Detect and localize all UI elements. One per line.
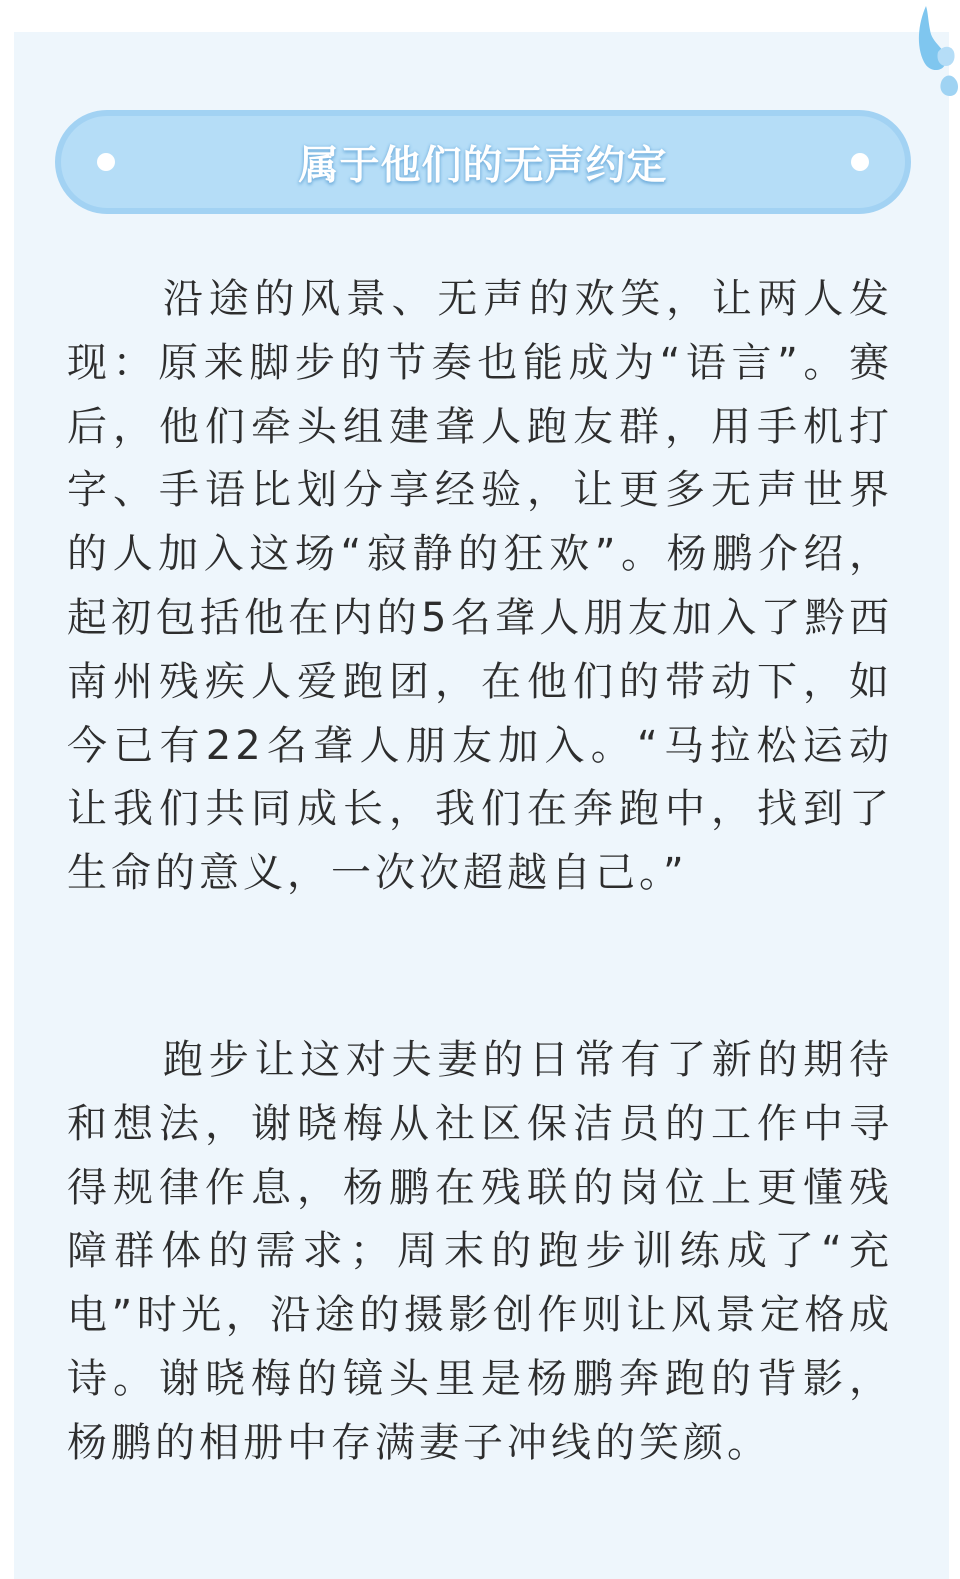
section-title: 属于他们的无声约定 (298, 142, 668, 189)
article-paragraph-2: 跑步让这对夫妻的日常有了新的期待和想法，谢晓梅从社区保洁员的工作中寻得规律作息，杨鹏在残联的岗位上更懂残障群体的需求；周末的跑步训练成了“充电”时光，沿途的摄影创作则让风景定格成诗。谢晓梅的镜头里是杨鹏奔跑的背影，杨鹏的相册中存满妻子冲线的笑颜。 (67, 1037, 893, 1466)
dot-icon (851, 153, 869, 171)
article-paragraph-1: 沿途的风景、无声的欢笑，让两人发现：原来脚步的节奏也能成为“语言”。赛后，他们牵头组建聋人跑友群，用手机打字、手语比划分享经验，让更多无声世界的人加入这场“寂静的狂欢”。杨鹏介绍，起初包括他在内的5名聋人朋友加入了黔西南州残疾人爱跑团，在他们的带动下，如今已有22名聋人朋友加入。“马拉松运动让我们共同成长，我们在奔跑中，找到了生命的意义，一次次超越自己。” (67, 276, 893, 897)
water-drop-icon (880, 0, 960, 100)
section-title-bar (55, 110, 911, 214)
